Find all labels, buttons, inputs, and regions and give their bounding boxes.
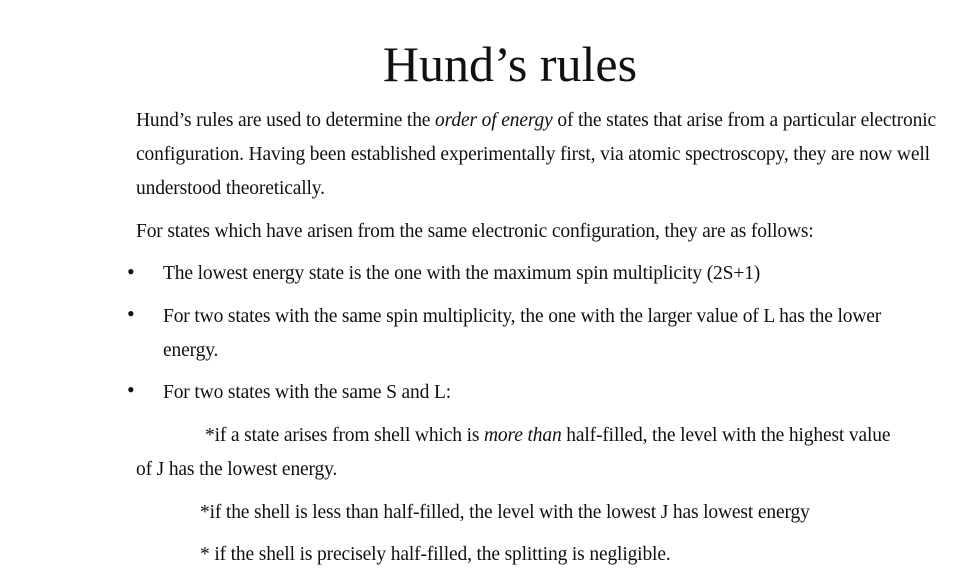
rule-2: For two states with the same spin multiplicity, the one with the larger value of L has the lower energy. [163, 306, 882, 361]
intro-paragraph [136, 104, 936, 206]
rule-3: For two states with the same S and L: [163, 382, 451, 403]
bullet-marker-2: • [127, 301, 135, 326]
sub-rule-1 [136, 419, 896, 487]
slide-title: Hund’s rules [382, 36, 638, 92]
bullet-marker-1: • [127, 259, 135, 284]
intro-emphasis: order of energy [435, 110, 553, 131]
sub-rule-1-end: half-filled, the level with the highest value of J has the lowest energy. [136, 425, 891, 480]
intro-text-start: Hund’s rules are used to determine the [136, 110, 436, 131]
bullet-marker-3: • [127, 377, 135, 402]
sub-rule-1-emphasis: more than [484, 425, 562, 446]
sub-rule-1-start: *if a state arises from shell which is [205, 425, 484, 446]
sub-rule-3: * if the shell is precisely half-filled, the splitting is negligible. [200, 544, 671, 565]
lead-in-paragraph: For states which have arisen from the same electronic configuration, they are as follows: [136, 221, 814, 242]
intro-text-end: of the states that arise from a particular electronic configuration. Having been established experimentally first, via atomic spectroscopy, they are now well understood theoretically. [136, 110, 936, 199]
sub-rule-2: *if the shell is less than half-filled, the level with the lowest J has lowest energy [200, 502, 810, 523]
rule-1: The lowest energy state is the one with the maximum spin multiplicity (2S+1) [163, 263, 761, 284]
